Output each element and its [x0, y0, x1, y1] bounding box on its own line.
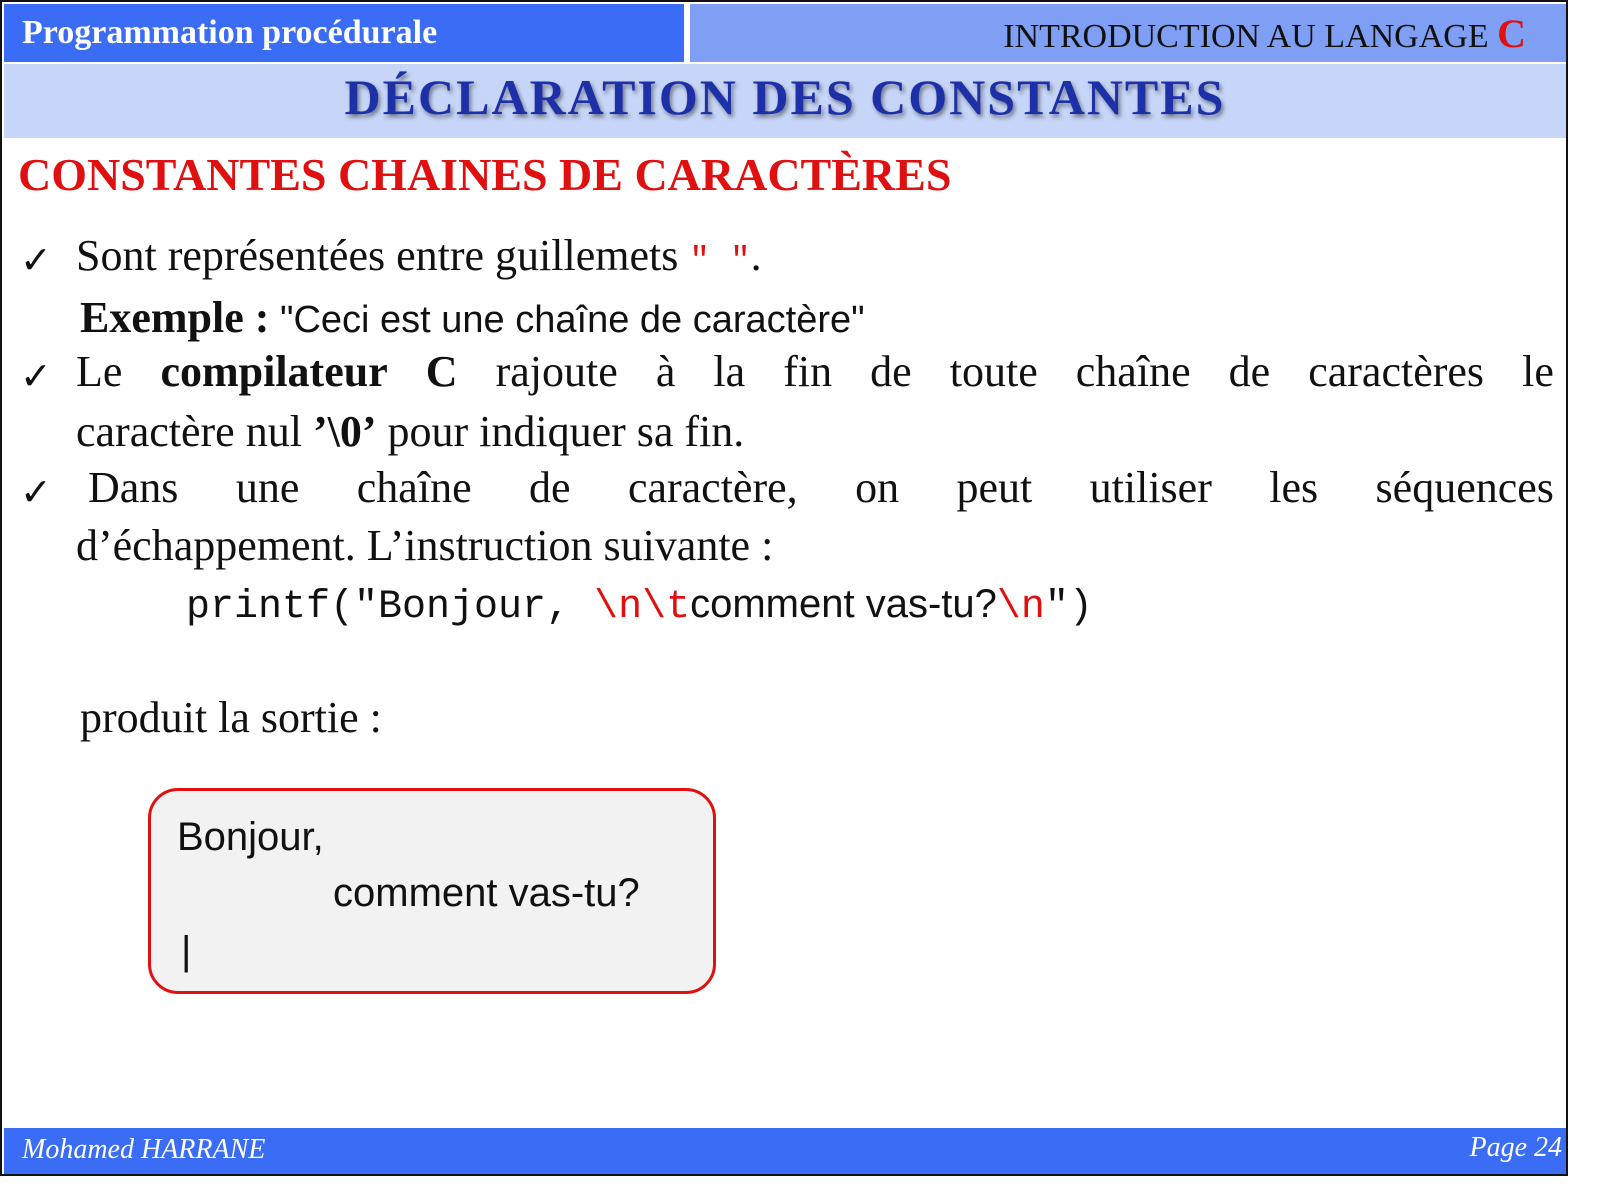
- output-line-1: Bonjour,: [177, 815, 324, 859]
- code-line: [186, 580, 1093, 630]
- null-char: ’\0’: [312, 407, 377, 456]
- check-icon: ✓: [20, 356, 52, 398]
- code-escape-2: \n: [996, 585, 1045, 630]
- word: la: [713, 347, 746, 396]
- bullet-2-line-2: [76, 406, 744, 457]
- slide-title: DÉCLARATION DES CONSTANTES: [344, 69, 1226, 125]
- course-title: Programmation procédurale: [4, 4, 684, 62]
- footer-bar: [4, 1128, 1566, 1174]
- chapter-title: [690, 4, 1566, 62]
- word: caractère,: [627, 463, 798, 512]
- code-part-c: "): [1044, 585, 1093, 630]
- word: toute: [949, 347, 1038, 396]
- word-c: C: [425, 347, 458, 396]
- bullet-1-text: [76, 230, 762, 281]
- bullet-2-l2c: pour indiquer sa fin.: [376, 407, 745, 456]
- console-output-box: [148, 788, 716, 994]
- bullet-1-main: Sont représentées entre guillemets: [76, 231, 690, 280]
- example-label: Exemple :: [80, 293, 270, 342]
- bullet-2-l2a: caractère nul: [76, 407, 313, 456]
- check-icon: ✓: [20, 240, 52, 282]
- chapter-title-text: INTRODUCTION AU LANGAGE: [1003, 18, 1498, 55]
- word: de: [529, 463, 571, 512]
- example-value: "Ceci est une chaîne de caractère": [269, 299, 865, 341]
- word: Le: [76, 347, 123, 396]
- word: une: [235, 463, 300, 512]
- word: peut: [956, 463, 1033, 512]
- page-number: Page 24: [1469, 1132, 1562, 1163]
- title-band: [4, 64, 1566, 138]
- code-part-a: printf("Bonjour,: [186, 585, 595, 630]
- check-icon: ✓: [20, 472, 52, 514]
- word: Dans: [88, 463, 179, 512]
- word: caractères: [1308, 347, 1485, 396]
- example-line: [80, 292, 865, 343]
- word-compilateur: compilateur: [160, 347, 388, 396]
- word: chaîne: [356, 463, 472, 512]
- bullet-2-line-1: [76, 346, 1554, 397]
- word: utiliser: [1089, 463, 1212, 512]
- code-part-b: comment vas-tu?: [690, 582, 997, 626]
- chapter-letter: C: [1497, 11, 1526, 56]
- bullet-1-end: .: [750, 231, 762, 280]
- word: on: [855, 463, 900, 512]
- bullet-3-line-1: [88, 462, 1554, 513]
- word: de: [870, 347, 912, 396]
- quotes-example: " ": [689, 243, 751, 281]
- word: séquences: [1375, 463, 1554, 512]
- output-cursor: |: [181, 929, 192, 973]
- code-escape-1: \n\t: [594, 585, 691, 630]
- word: les: [1269, 463, 1319, 512]
- word: chaîne: [1075, 347, 1191, 396]
- word: rajoute: [495, 347, 618, 396]
- output-line-2: comment vas-tu?: [333, 871, 640, 915]
- author-name: Mohamed HARRANE: [22, 1134, 266, 1165]
- word: fin: [783, 347, 833, 396]
- word: le: [1522, 347, 1554, 396]
- section-heading: CONSTANTES CHAINES DE CARACTÈRES: [18, 149, 952, 200]
- bullet-3-line-2: d’échappement. L’instruction suivante :: [76, 521, 774, 570]
- word: de: [1228, 347, 1271, 396]
- word: à: [655, 347, 676, 396]
- output-intro: produit la sortie :: [80, 693, 382, 742]
